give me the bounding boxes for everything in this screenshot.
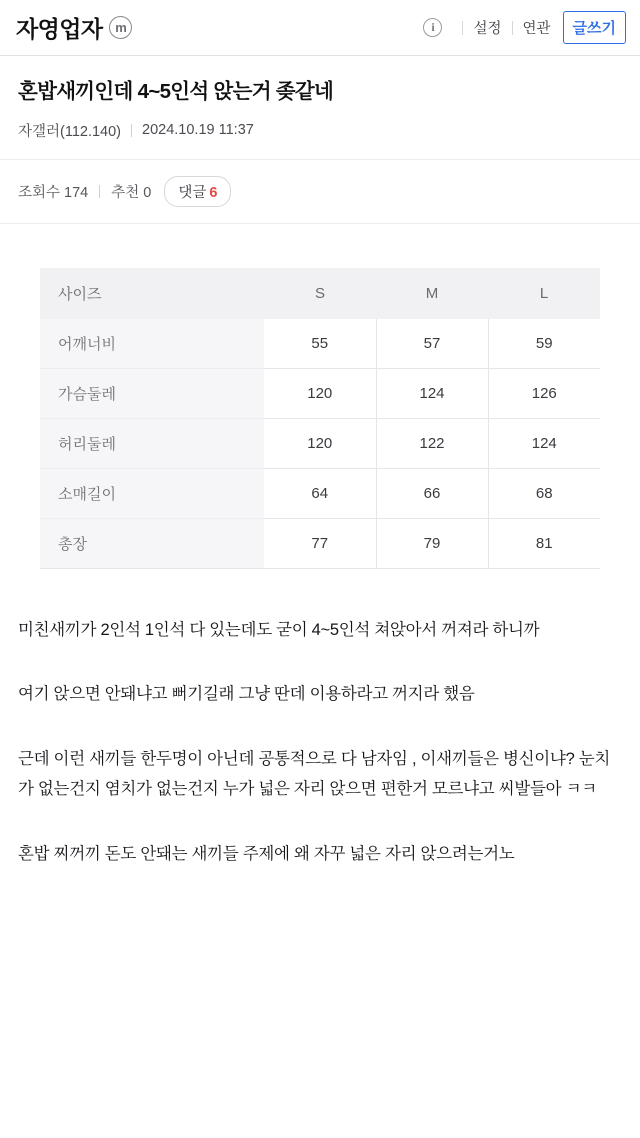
header-size: 사이즈 xyxy=(40,268,264,319)
cell-s: 120 xyxy=(264,418,376,468)
cell-m: 79 xyxy=(376,518,488,568)
post-body xyxy=(0,599,640,910)
cell-l: 126 xyxy=(488,368,600,418)
header-link-related[interactable]: 연관 xyxy=(522,21,551,37)
table-row xyxy=(40,518,600,568)
post-title: 혼밥새끼인데 4~5인석 앉는거 좆같네 xyxy=(18,80,334,103)
cell-m: 66 xyxy=(376,468,488,518)
brand-logo-icon: m xyxy=(109,16,132,39)
row-label: 총장 xyxy=(40,518,264,568)
table-row xyxy=(40,319,600,369)
brand-title: 자영업자 xyxy=(16,16,103,42)
header-s: S xyxy=(264,268,376,319)
brand[interactable] xyxy=(16,11,132,44)
header-divider-1 xyxy=(462,21,463,35)
view-count: 조회수 174 xyxy=(18,184,89,201)
size-table xyxy=(40,268,600,569)
post-datetime: 2024.10.19 11:37 xyxy=(142,122,254,139)
cell-s: 120 xyxy=(264,368,376,418)
size-table-container xyxy=(0,224,640,599)
row-label: 가슴둘레 xyxy=(40,368,264,418)
post-stats xyxy=(0,160,640,224)
cell-s: 64 xyxy=(264,468,376,518)
cell-s: 77 xyxy=(264,518,376,568)
size-table-body xyxy=(40,319,600,569)
post-paragraph: 근데 이런 새끼들 한두명이 아닌데 공통적으로 다 남자임 , 이새끼들은 병신이냐? 눈치가 없는건지 염치가 없는건지 누가 넓은 자리 앉으면 편한거 모르냐고 씨발들아 ㅋㅋ xyxy=(18,749,611,799)
post-paragraph: 미친새끼가 2인석 1인석 다 있는데도 굳이 4~5인석 쳐앉아서 꺼져라 하니까 xyxy=(18,620,540,639)
size-table-head xyxy=(40,268,600,319)
cell-m: 124 xyxy=(376,368,488,418)
post-author[interactable]: 자갤러(112.140) xyxy=(18,123,122,140)
post-paragraph: 혼밥 찌꺼끼 돈도 안돼는 새끼들 주제에 왜 자꾸 넓은 자리 앉으려는거노 xyxy=(18,844,515,863)
app-header xyxy=(0,0,640,56)
table-row xyxy=(40,368,600,418)
table-header-row xyxy=(40,268,600,319)
header-m: M xyxy=(376,268,488,319)
recommend-count[interactable]: 추천 0 xyxy=(111,184,152,201)
write-post-button[interactable]: 글쓰기 xyxy=(563,11,626,44)
cell-m: 57 xyxy=(376,319,488,369)
row-label: 어깨너비 xyxy=(40,319,264,369)
comment-label: 댓글 xyxy=(178,184,207,201)
header-link-settings[interactable]: 설정 xyxy=(473,21,502,37)
cell-l: 81 xyxy=(488,518,600,568)
header-divider-2 xyxy=(512,21,513,35)
comment-count: 6 xyxy=(209,184,218,201)
cell-s: 55 xyxy=(264,319,376,369)
cell-l: 59 xyxy=(488,319,600,369)
row-label: 허리둘레 xyxy=(40,418,264,468)
stats-divider xyxy=(99,185,100,198)
cell-l: 124 xyxy=(488,418,600,468)
post-paragraph: 여기 앉으면 안돼냐고 뻐기길래 그냥 딴데 이용하라고 꺼지라 했음 xyxy=(18,685,475,704)
header-l: L xyxy=(488,268,600,319)
info-icon[interactable]: i xyxy=(423,18,442,37)
comment-count-button[interactable] xyxy=(164,176,231,207)
post-meta xyxy=(18,120,622,141)
cell-m: 122 xyxy=(376,418,488,468)
meta-divider xyxy=(131,124,132,137)
table-row xyxy=(40,418,600,468)
row-label: 소매길이 xyxy=(40,468,264,518)
post-header xyxy=(0,56,640,160)
header-actions xyxy=(423,11,626,44)
cell-l: 68 xyxy=(488,468,600,518)
table-row xyxy=(40,468,600,518)
